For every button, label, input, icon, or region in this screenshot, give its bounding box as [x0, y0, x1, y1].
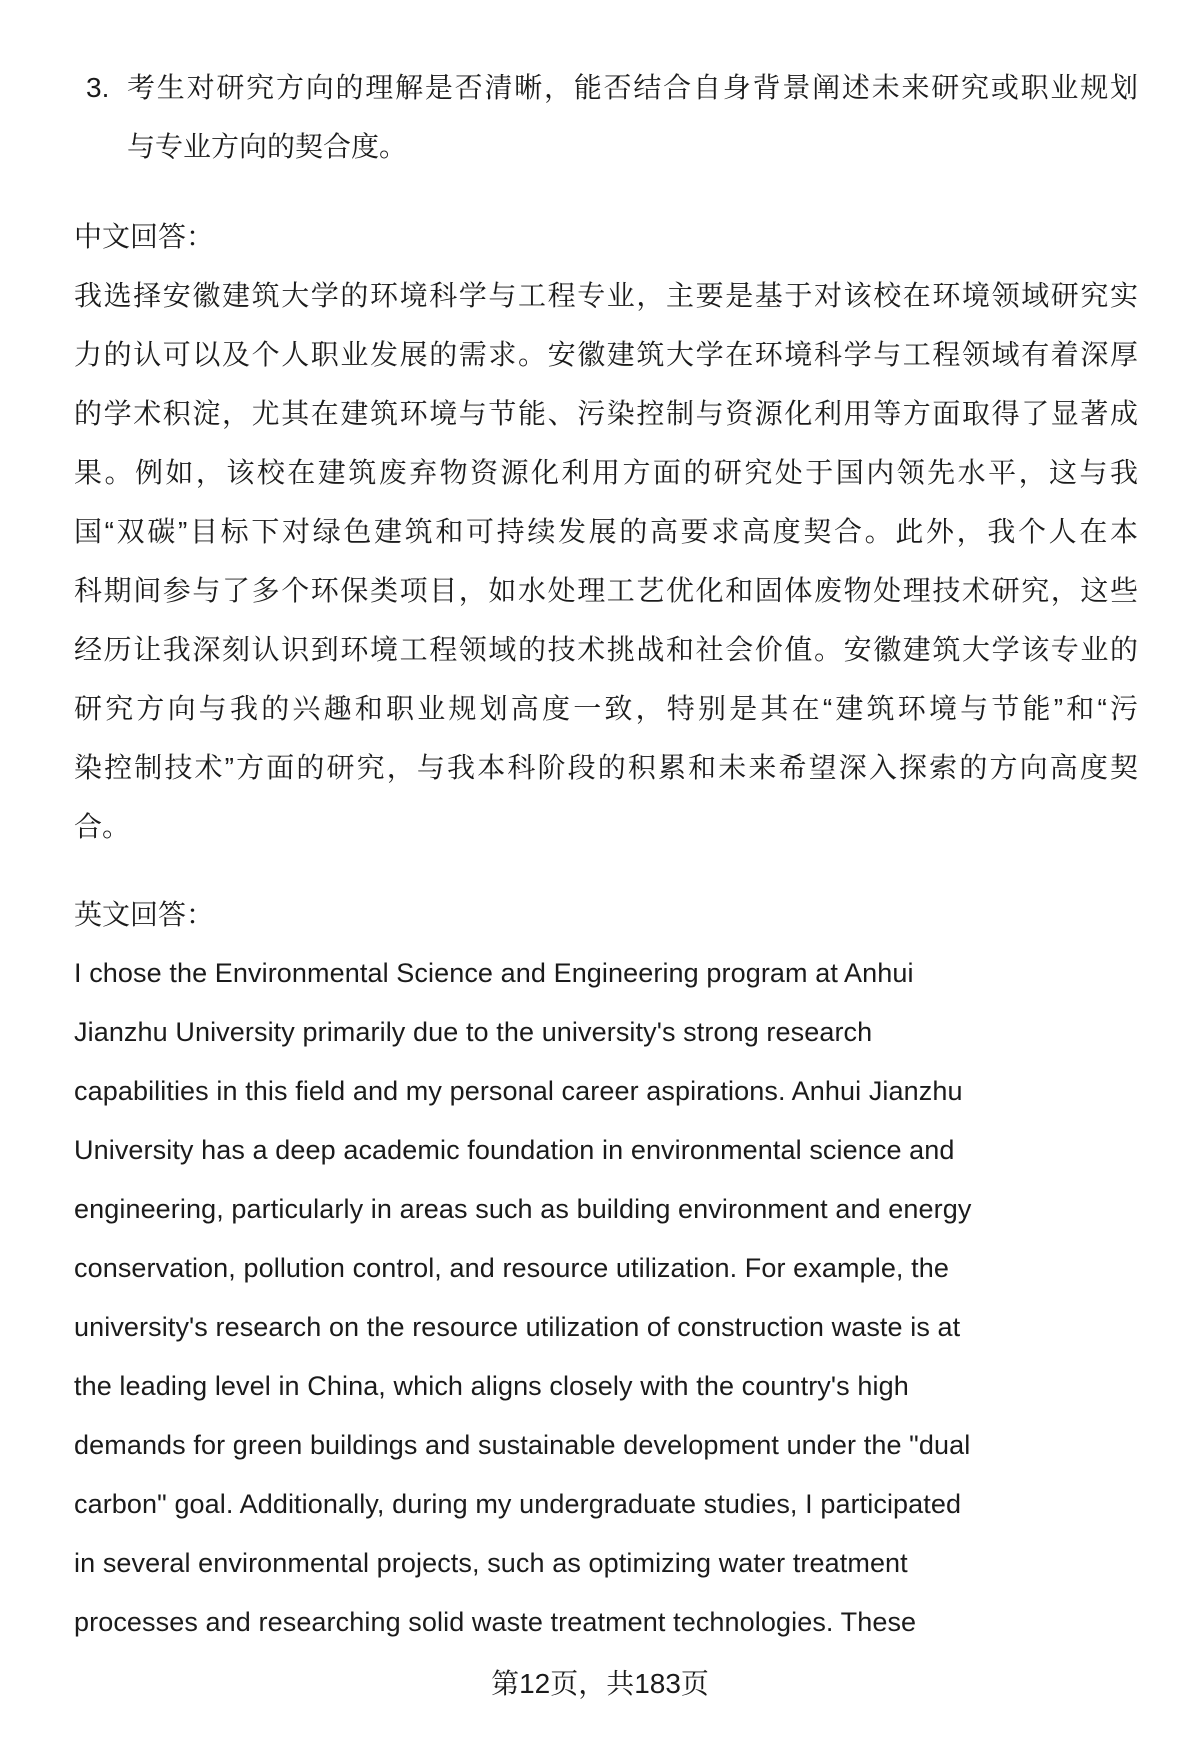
answer-line: carbon" goal. Additionally, during my undergraduate studies, I participated — [74, 1489, 962, 1519]
answer-line: 经历让我深刻认识到环境工程领域的技术挑战和社会价值。安徽建筑大学该专业的 — [74, 634, 1138, 665]
answer-line: 国“双碳”目标下对绿色建筑和可持续发展的高要求高度契合。此外，我个人在本 — [74, 516, 1138, 547]
question-number: 3. — [86, 72, 110, 103]
answer-line: 合。 — [74, 811, 131, 842]
question-line: 考生对研究方向的理解是否清晰，能否结合自身背景阐述未来研究或职业规划 — [127, 72, 1138, 103]
english-answer-heading: 英文回答： — [74, 899, 215, 930]
answer-line: 我选择安徽建筑大学的环境科学与工程专业，主要是基于对该校在环境领域研究实 — [74, 280, 1138, 311]
question-line: 与专业方向的契合度。 — [127, 131, 408, 162]
answer-line: demands for green buildings and sustainable development under the "dual — [74, 1430, 971, 1460]
answer-line: I chose the Environmental Science and Engineering program at Anhui — [74, 958, 914, 988]
answer-line: the leading level in China, which aligns closely with the country's high — [74, 1371, 909, 1401]
answer-line: in several environmental projects, such as optimizing water treatment — [74, 1548, 908, 1578]
page-footer: 第12页，共183页 — [491, 1668, 709, 1699]
document-page — [74, 58, 1138, 1652]
answer-line: processes and researching solid waste treatment technologies. These — [74, 1607, 917, 1637]
answer-line: 研究方向与我的兴趣和职业规划高度一致，特别是其在“建筑环境与节能”和“污 — [74, 693, 1138, 724]
answer-line: Jianzhu University primarily due to the university's strong research — [74, 1017, 873, 1047]
chinese-answer-heading: 中文回答： — [74, 221, 215, 252]
answer-line: 科期间参与了多个环保类项目，如水处理工艺优化和固体废物处理技术研究，这些 — [74, 575, 1138, 606]
answer-line: 的学术积淀，尤其在建筑环境与节能、污染控制与资源化利用等方面取得了显著成 — [74, 398, 1138, 429]
chinese-answer-paragraph — [74, 266, 1138, 856]
english-answer-paragraph — [74, 944, 1138, 1652]
answer-line: 染控制技术”方面的研究，与我本科阶段的积累和未来希望深入探索的方向高度契 — [74, 752, 1138, 783]
answer-line: 力的认可以及个人职业发展的需求。安徽建筑大学在环境科学与工程领域有着深厚 — [74, 339, 1138, 370]
answer-line: conservation, pollution control, and resource utilization. For example, the — [74, 1253, 949, 1283]
answer-line: university's research on the resource utilization of construction waste is at — [74, 1312, 961, 1342]
question-item — [74, 58, 1138, 176]
answer-line: University has a deep academic foundation in environmental science and — [74, 1135, 955, 1165]
answer-line: 果。例如，该校在建筑废弃物资源化利用方面的研究处于国内领先水平，这与我 — [74, 457, 1138, 488]
answer-line: capabilities in this field and my personal career aspirations. Anhui Jianzhu — [74, 1076, 963, 1106]
answer-line: engineering, particularly in areas such as building environment and energy — [74, 1194, 972, 1224]
